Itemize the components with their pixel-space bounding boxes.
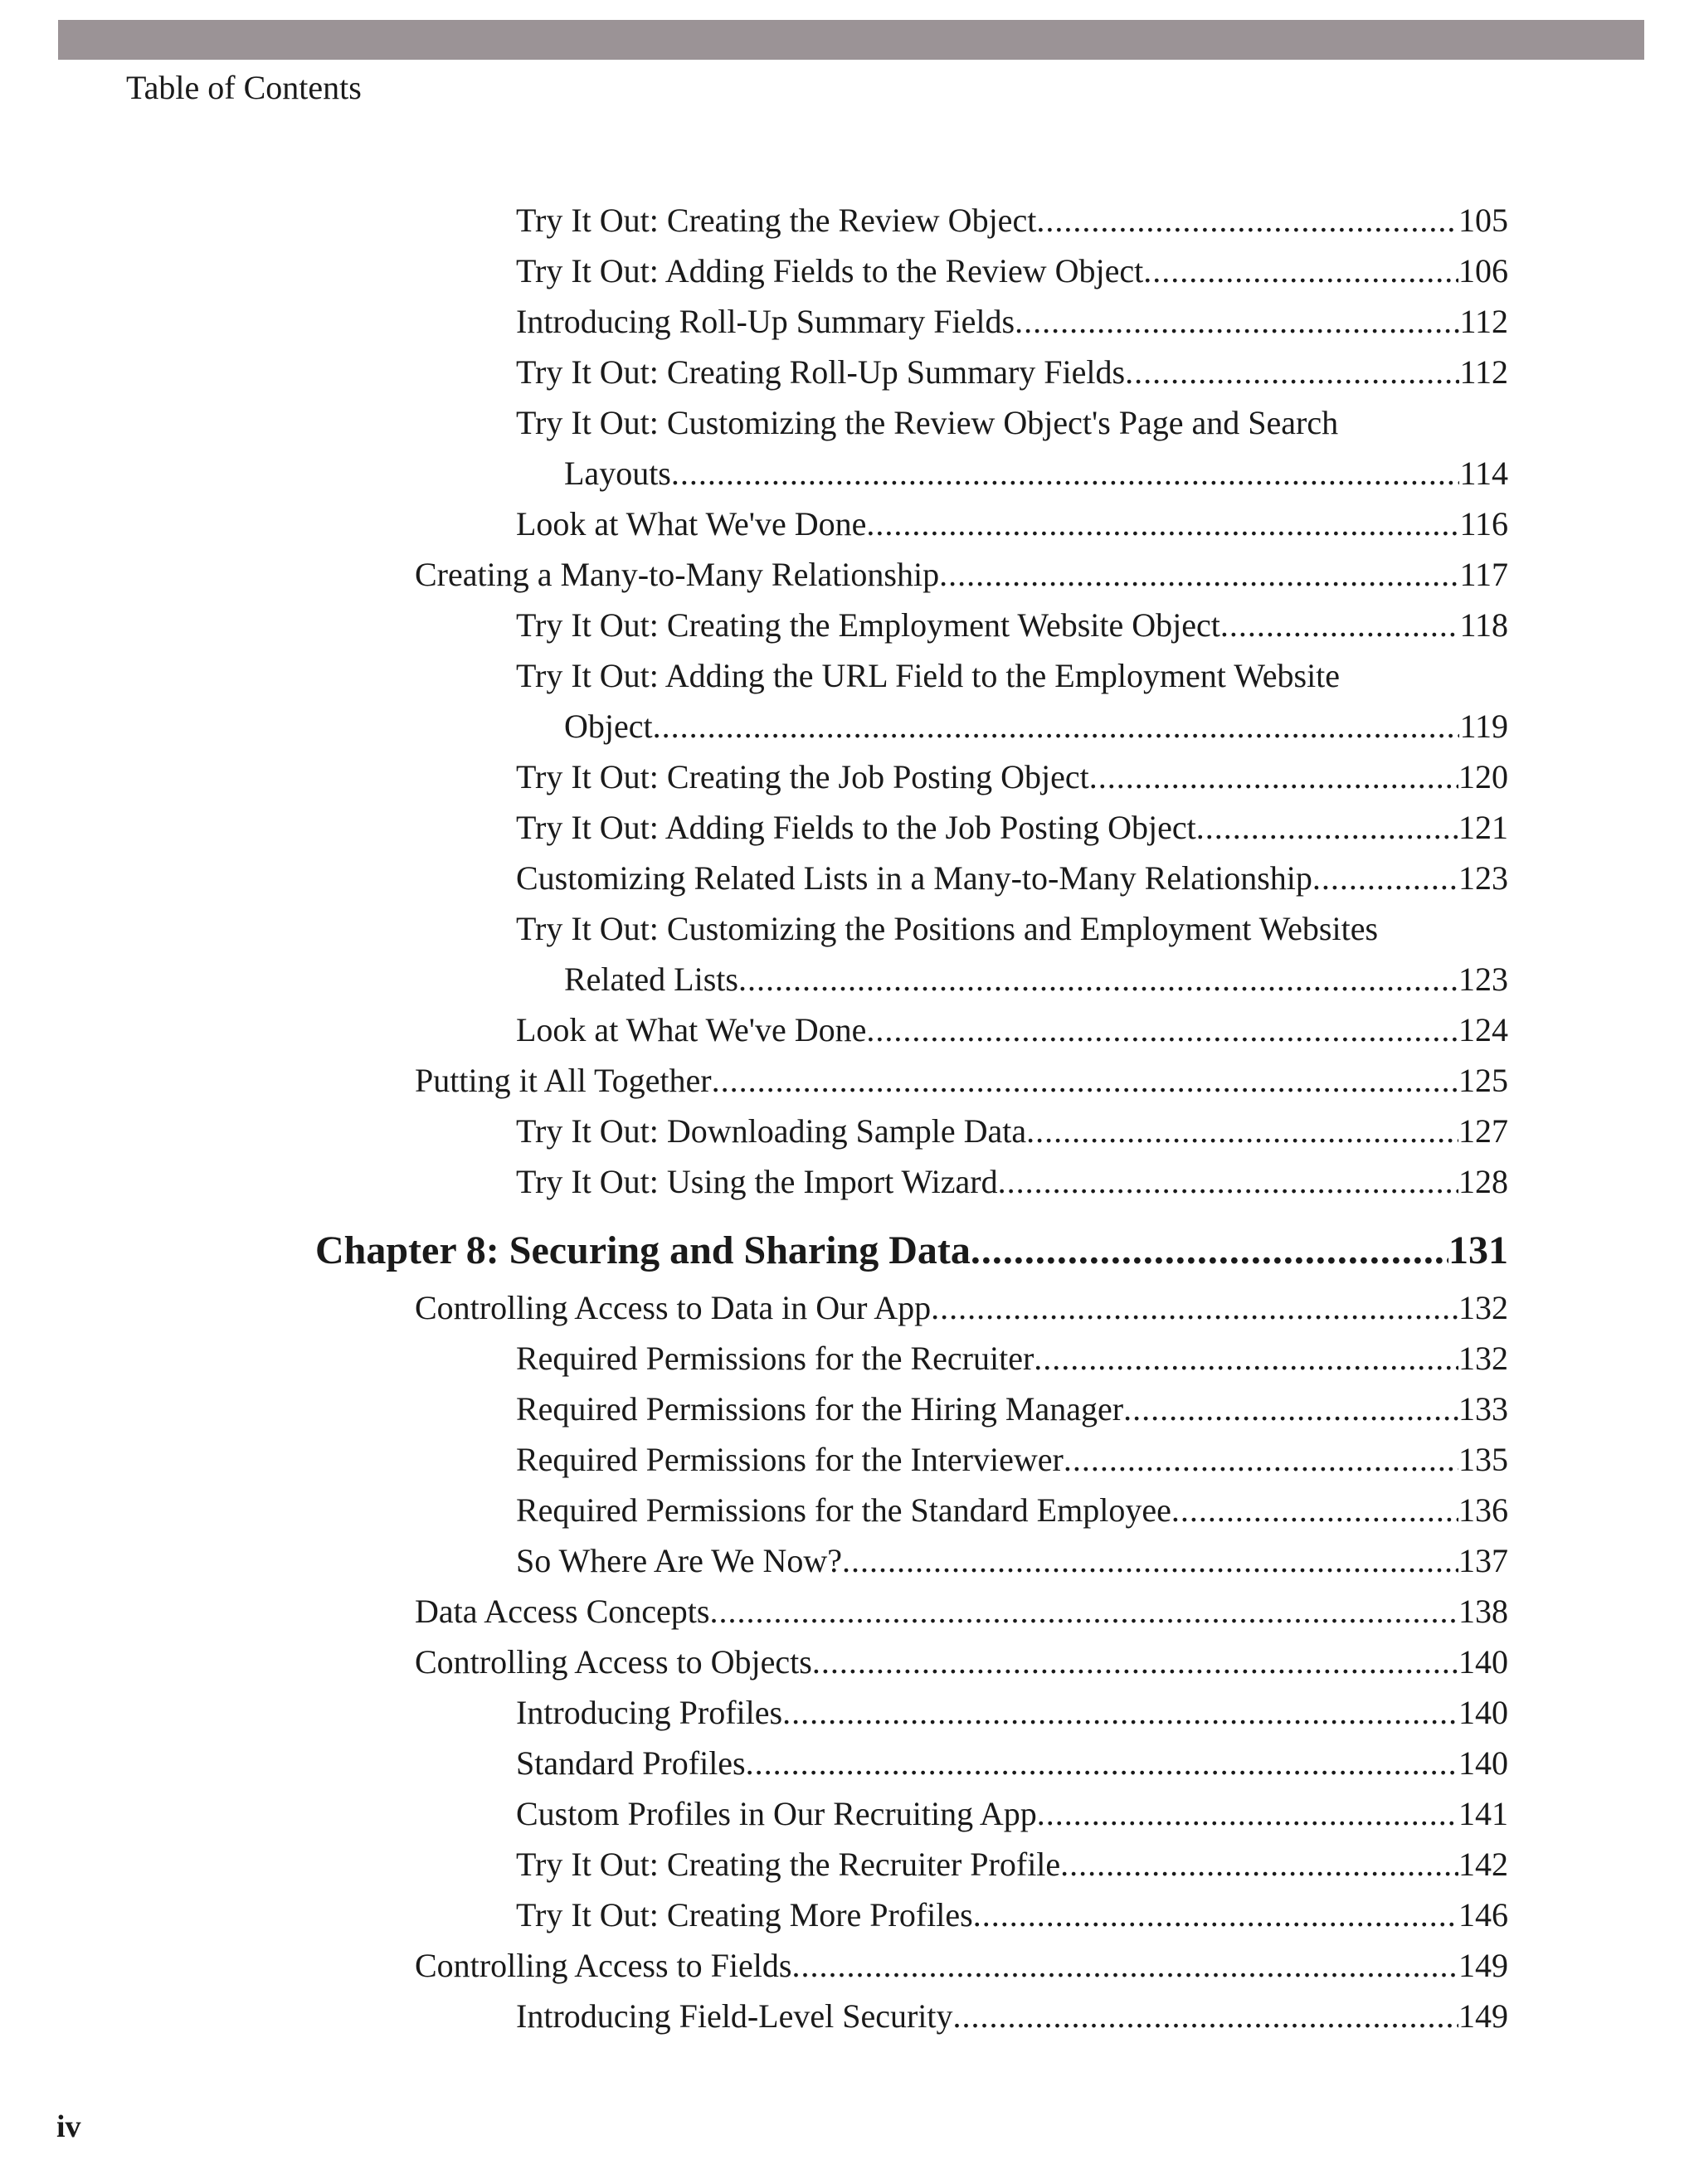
toc-entry-page-number: 117 bbox=[1459, 556, 1508, 593]
toc-entry-title: Introducing Profiles bbox=[516, 1694, 783, 1731]
toc-entry-title: Required Permissions for the Interviewer bbox=[516, 1441, 1064, 1478]
toc-chapter-entry[interactable] bbox=[315, 1226, 1508, 1276]
toc-entry-page-number: 137 bbox=[1458, 1542, 1508, 1579]
toc-entry[interactable] bbox=[516, 604, 1508, 647]
toc-entry-page-number: 140 bbox=[1458, 1744, 1508, 1782]
toc-entry-page-number: 142 bbox=[1458, 1846, 1508, 1883]
toc-entry-title: Standard Profiles bbox=[516, 1744, 746, 1782]
toc-entry[interactable] bbox=[415, 1287, 1508, 1330]
dot-leader bbox=[1143, 250, 1458, 293]
dot-leader bbox=[812, 1641, 1458, 1684]
dot-leader bbox=[1037, 1792, 1458, 1836]
dot-leader bbox=[998, 1160, 1458, 1204]
dot-leader bbox=[1125, 351, 1459, 394]
toc-entry[interactable] bbox=[516, 199, 1508, 242]
toc-entry-title: Creating a Many-to-Many Relationship bbox=[415, 556, 940, 593]
toc-entry-title: So Where Are We Now? bbox=[516, 1542, 842, 1579]
toc-entry[interactable] bbox=[516, 1388, 1508, 1431]
toc-entry-title: Try It Out: Creating Roll-Up Summary Fields bbox=[516, 353, 1126, 391]
toc-entry[interactable] bbox=[516, 300, 1508, 343]
toc-entry[interactable] bbox=[516, 1009, 1508, 1052]
toc-entry-page-number: 120 bbox=[1458, 758, 1508, 795]
dot-leader bbox=[953, 1995, 1458, 2038]
toc-entry-title: Object bbox=[564, 708, 653, 745]
toc-entry-title: Controlling Access to Fields bbox=[415, 1947, 792, 1984]
toc-entry-title: Try It Out: Downloading Sample Data bbox=[516, 1112, 1027, 1150]
dot-leader bbox=[791, 1944, 1458, 1987]
toc-entry[interactable] bbox=[415, 1641, 1508, 1684]
toc-entry-title: Layouts bbox=[564, 455, 671, 492]
dot-leader bbox=[1026, 1110, 1458, 1153]
toc-entry-page-number: 135 bbox=[1458, 1441, 1508, 1478]
toc-entry-page-number: 132 bbox=[1458, 1289, 1508, 1326]
dot-leader bbox=[1171, 1489, 1458, 1532]
dot-leader bbox=[1196, 806, 1458, 849]
toc-entry-page-number: 140 bbox=[1458, 1643, 1508, 1681]
toc-entry[interactable] bbox=[516, 1110, 1508, 1153]
dot-leader bbox=[1064, 1438, 1458, 1481]
toc-entry[interactable] bbox=[516, 250, 1508, 293]
toc-entry[interactable] bbox=[516, 1742, 1508, 1785]
toc-entry[interactable] bbox=[564, 705, 1508, 748]
toc-entry[interactable] bbox=[564, 452, 1508, 495]
dot-leader bbox=[653, 705, 1460, 748]
toc-entry-page-number: 124 bbox=[1458, 1011, 1508, 1048]
dot-leader bbox=[931, 1287, 1458, 1330]
running-head: Table of Contents bbox=[126, 69, 362, 106]
toc-entry-page-number: 112 bbox=[1459, 303, 1508, 340]
toc-entry-page-number: 146 bbox=[1458, 1896, 1508, 1933]
dot-leader bbox=[1089, 756, 1458, 799]
toc-entry[interactable] bbox=[415, 1059, 1508, 1102]
toc-entry-title-first-line: Try It Out: Customizing the Review Object's Page and Search bbox=[516, 404, 1339, 441]
toc-entry-page-number: 128 bbox=[1458, 1163, 1508, 1200]
toc-entry-page-number: 133 bbox=[1458, 1390, 1508, 1428]
dot-leader bbox=[1220, 604, 1460, 647]
toc-entry-page-number: 140 bbox=[1458, 1694, 1508, 1731]
toc-entry-title: Required Permissions for the Hiring Manager bbox=[516, 1390, 1124, 1428]
header-bar bbox=[58, 20, 1644, 60]
toc-entry-page-number: 123 bbox=[1458, 961, 1508, 998]
toc-entry-page-number: 105 bbox=[1458, 202, 1508, 239]
page-number: iv bbox=[56, 2109, 81, 2144]
toc-entry-title: Customizing Related Lists in a Many-to-Many Relationship bbox=[516, 859, 1312, 897]
toc-entry-page-number: 106 bbox=[1458, 252, 1508, 289]
toc-entry-page-number: 112 bbox=[1459, 353, 1508, 391]
dot-leader bbox=[712, 1059, 1458, 1102]
dot-leader bbox=[971, 1226, 1448, 1276]
toc-entry[interactable] bbox=[516, 857, 1508, 900]
toc-entry-page-number: 123 bbox=[1458, 859, 1508, 897]
toc-entry-page-number: 131 bbox=[1448, 1228, 1508, 1272]
toc-entry-page-number: 116 bbox=[1459, 505, 1508, 542]
toc-entry[interactable] bbox=[516, 1691, 1508, 1734]
toc-entry[interactable] bbox=[516, 1792, 1508, 1836]
dot-leader bbox=[1060, 1843, 1458, 1886]
dot-leader bbox=[709, 1590, 1458, 1633]
toc-entry-title: Try It Out: Using the Import Wizard bbox=[516, 1163, 998, 1200]
dot-leader bbox=[746, 1742, 1458, 1785]
toc-entry-page-number: 141 bbox=[1458, 1795, 1508, 1832]
dot-leader bbox=[1312, 857, 1458, 900]
toc-entry-title: Look at What We've Done bbox=[516, 1011, 867, 1048]
toc-entry-page-number: 136 bbox=[1458, 1491, 1508, 1529]
toc-entry-page-number: 138 bbox=[1458, 1593, 1508, 1630]
toc-entry[interactable] bbox=[516, 1995, 1508, 2038]
dot-leader bbox=[866, 1009, 1458, 1052]
toc-entry-title: Required Permissions for the Standard Employee bbox=[516, 1491, 1171, 1529]
toc-entry-title-first-line: Try It Out: Customizing the Positions and Employment Websites bbox=[516, 910, 1379, 947]
toc-entry-title: Controlling Access to Data in Our App bbox=[415, 1289, 932, 1326]
toc-entry-title: Try It Out: Adding Fields to the Job Posting Object bbox=[516, 809, 1196, 846]
toc-entry[interactable] bbox=[415, 553, 1508, 596]
toc-entry[interactable] bbox=[516, 1894, 1508, 1937]
toc-entry-title: Required Permissions for the Recruiter bbox=[516, 1340, 1034, 1377]
toc-entry-title: Try It Out: Creating the Review Object bbox=[516, 202, 1037, 239]
toc-entry[interactable] bbox=[516, 1843, 1508, 1886]
toc-entry-title: Try It Out: Adding Fields to the Review Object bbox=[516, 252, 1144, 289]
toc-entry[interactable] bbox=[516, 1540, 1508, 1583]
toc-entry-title: Try It Out: Creating the Job Posting Object bbox=[516, 758, 1089, 795]
dot-leader bbox=[1123, 1388, 1458, 1431]
toc-entry[interactable] bbox=[516, 503, 1508, 546]
toc-entry-title: Controlling Access to Objects bbox=[415, 1643, 812, 1681]
dot-leader bbox=[973, 1894, 1458, 1937]
toc-entry-title: Look at What We've Done bbox=[516, 505, 867, 542]
toc-entry-title: Try It Out: Creating the Recruiter Profile bbox=[516, 1846, 1061, 1883]
toc-entry-page-number: 149 bbox=[1458, 1947, 1508, 1984]
toc-entry-page-number: 114 bbox=[1459, 455, 1508, 492]
toc-entry[interactable] bbox=[516, 351, 1508, 394]
dot-leader bbox=[1036, 199, 1458, 242]
toc-entry-page-number: 119 bbox=[1459, 708, 1508, 745]
dot-leader bbox=[939, 553, 1459, 596]
toc-entry[interactable] bbox=[516, 806, 1508, 849]
toc-entry[interactable] bbox=[516, 1337, 1508, 1380]
toc-entry-title: Introducing Field-Level Security bbox=[516, 1997, 953, 2035]
dot-leader bbox=[782, 1691, 1458, 1734]
toc-entry-title: Try It Out: Creating the Employment Website Object bbox=[516, 606, 1220, 644]
dot-leader bbox=[866, 503, 1459, 546]
dot-leader bbox=[671, 452, 1460, 495]
toc-entry-title-first-line: Try It Out: Adding the URL Field to the Employment Website bbox=[516, 657, 1341, 694]
toc-entry-title: Related Lists bbox=[564, 961, 738, 998]
toc-entry-page-number: 118 bbox=[1459, 606, 1508, 644]
toc-entry[interactable] bbox=[516, 1160, 1508, 1204]
toc-entry-title: Custom Profiles in Our Recruiting App bbox=[516, 1795, 1037, 1832]
toc-entry[interactable] bbox=[415, 1944, 1508, 1987]
dot-leader bbox=[1034, 1337, 1458, 1380]
toc-entry[interactable] bbox=[516, 1489, 1508, 1532]
toc-entry-title: Chapter 8: Securing and Sharing Data bbox=[315, 1228, 971, 1272]
toc-entry[interactable] bbox=[564, 958, 1508, 1001]
toc-entry-page-number: 149 bbox=[1458, 1997, 1508, 2035]
toc-entry-page-number: 125 bbox=[1458, 1062, 1508, 1099]
toc-entry-title: Try It Out: Creating More Profiles bbox=[516, 1896, 973, 1933]
toc-entry-title: Putting it All Together bbox=[415, 1062, 712, 1099]
toc-entry-title: Introducing Roll-Up Summary Fields bbox=[516, 303, 1015, 340]
toc-entry-title: Data Access Concepts bbox=[415, 1593, 710, 1630]
dot-leader bbox=[738, 958, 1458, 1001]
toc-entry-page-number: 121 bbox=[1458, 809, 1508, 846]
toc-entry-page-number: 127 bbox=[1458, 1112, 1508, 1150]
dot-leader bbox=[1015, 300, 1459, 343]
dot-leader bbox=[842, 1540, 1458, 1583]
toc-entry[interactable] bbox=[516, 1438, 1508, 1481]
toc-entry[interactable] bbox=[415, 1590, 1508, 1633]
toc-entry[interactable] bbox=[516, 756, 1508, 799]
toc-entry-page-number: 132 bbox=[1458, 1340, 1508, 1377]
